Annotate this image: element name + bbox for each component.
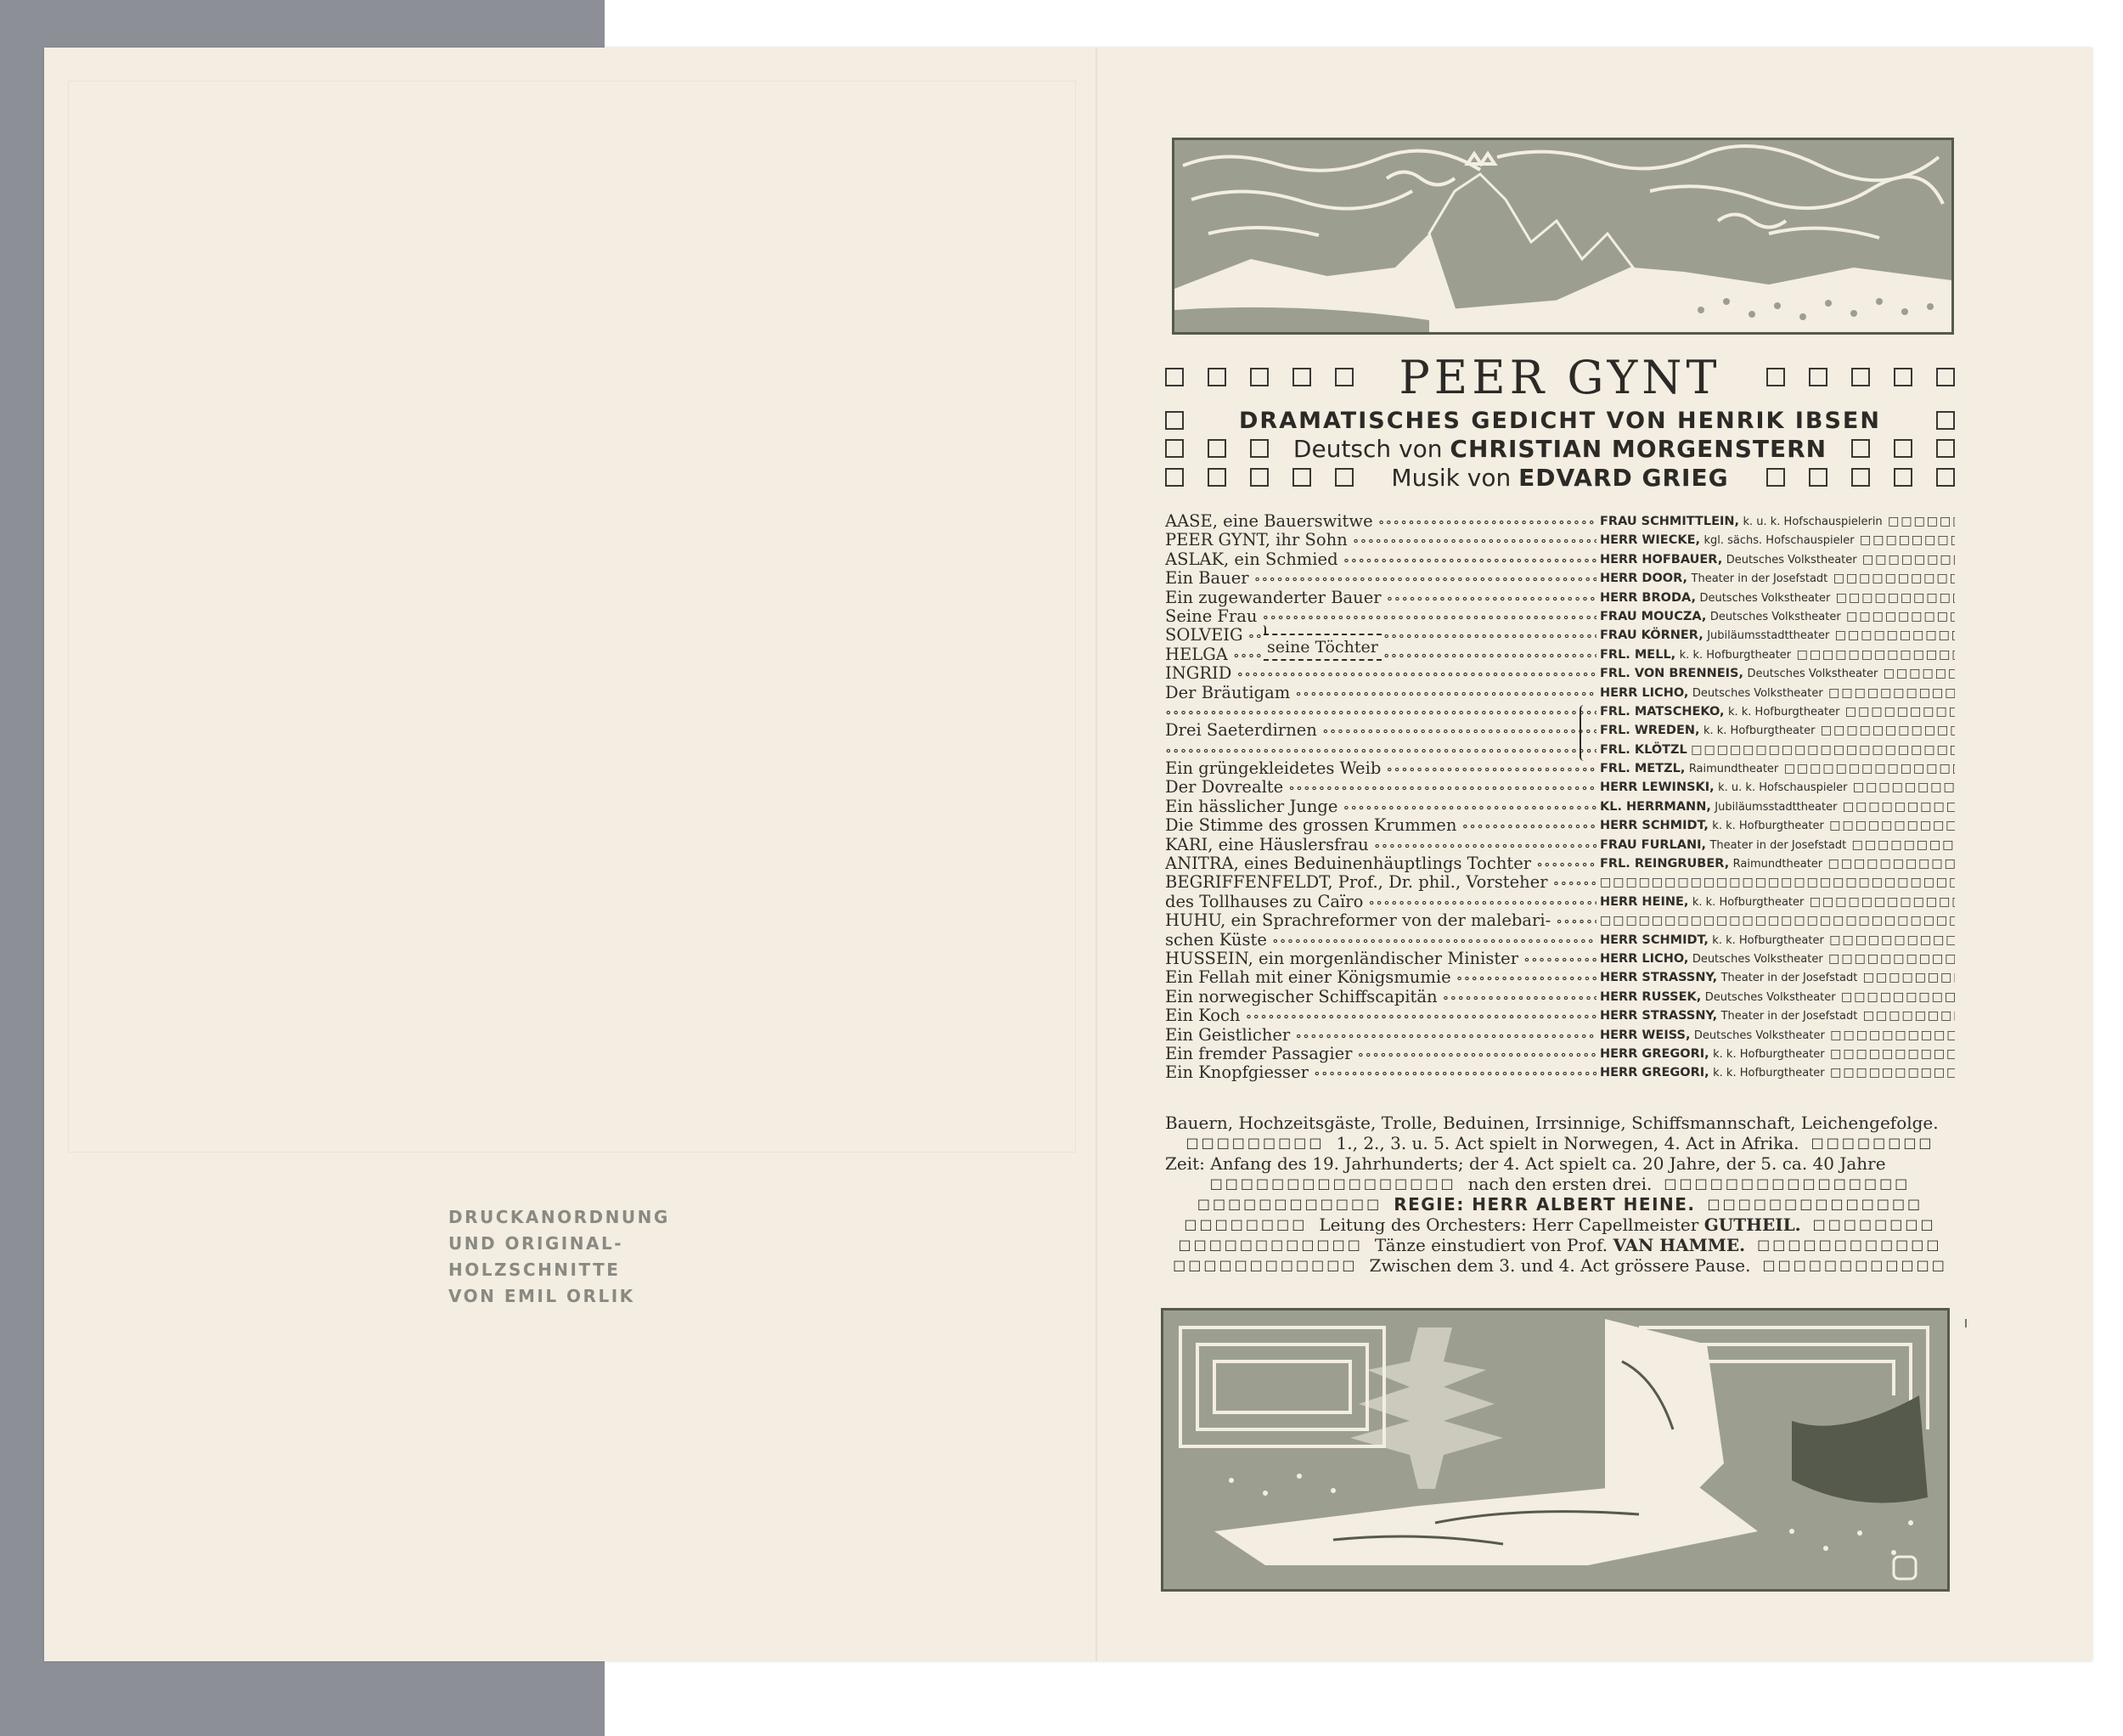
actor-name: FRAU FURLANI,	[1600, 837, 1707, 852]
cast-row	[1165, 550, 1955, 569]
actor-theatre: k. k. Hofburgtheater	[1679, 648, 1792, 662]
translator-name: CHRISTIAN MORGENSTERN	[1450, 434, 1827, 463]
actor-credit	[1600, 931, 1955, 950]
role-name: BEGRIFFENFELDT, Prof., Dr. phil., Vorsteher ∘∘∘∘∘∘∘∘∘∘∘∘∘∘∘∘∘∘∘∘∘∘∘∘∘∘∘∘∘∘∘∘∘∘∘∘∘∘∘∘∘∘∘∘∘∘∘∘∘∘∘∘∘∘∘∘∘∘∘∘	[1165, 873, 1596, 892]
actor-credit	[1600, 873, 1955, 892]
actor-name: HERR LICHO,	[1600, 951, 1689, 966]
role-name: Der Dovrealte ∘∘∘∘∘∘∘∘∘∘∘∘∘∘∘∘∘∘∘∘∘∘∘∘∘∘∘∘∘∘∘∘∘∘∘∘∘∘∘∘∘∘∘∘∘∘∘∘∘∘∘∘∘∘∘∘∘∘∘∘	[1165, 778, 1596, 797]
actor-credit	[1600, 1006, 1955, 1025]
note-ensemble: Bauern, Hochzeitsgäste, Trolle, Beduinen, Irrsinnige, Schiffsmannschaft, Leichengefolge.	[1165, 1113, 1939, 1133]
role-name	[1165, 702, 1596, 721]
cast-row	[1165, 950, 1955, 968]
role-name: Ein Geistlicher ∘∘∘∘∘∘∘∘∘∘∘∘∘∘∘∘∘∘∘∘∘∘∘∘∘∘∘∘∘∘∘∘∘∘∘∘∘∘∘∘∘∘∘∘∘∘∘∘∘∘∘∘∘∘∘∘∘∘∘∘	[1165, 1026, 1596, 1045]
actor-theatre: k. u. k. Hofschauspielerin	[1743, 516, 1883, 528]
actor-credit	[1600, 589, 1955, 607]
note-time-cont: nach den ersten drei.	[1467, 1174, 1653, 1194]
actor-theatre: Deutsches Volkstheater	[1747, 668, 1878, 681]
title-line	[1165, 350, 1955, 404]
actor-name: HERR WEISS,	[1600, 1028, 1691, 1042]
role-name: schen Küste ∘∘∘∘∘∘∘∘∘∘∘∘∘∘∘∘∘∘∘∘∘∘∘∘∘∘∘∘∘∘∘∘∘∘∘∘∘∘∘∘∘∘∘∘∘∘∘∘∘∘∘∘∘∘∘∘∘∘∘∘	[1165, 931, 1596, 950]
note-dances: Tänze einstudiert von Prof.	[1374, 1235, 1608, 1255]
role-name: Ein Knopfgiesser ∘∘∘∘∘∘∘∘∘∘∘∘∘∘∘∘∘∘∘∘∘∘∘∘∘∘∘∘∘∘∘∘∘∘∘∘∘∘∘∘∘∘∘∘∘∘∘∘∘∘∘∘∘∘∘∘∘∘∘∘	[1165, 1063, 1596, 1082]
cast-row	[1165, 968, 1955, 987]
cast-row	[1165, 1026, 1955, 1045]
actor-credit	[1600, 950, 1955, 968]
actor-theatre: k. k. Hofburgtheater	[1713, 1067, 1825, 1080]
cast-row	[1165, 911, 1955, 930]
actor-credit	[1600, 798, 1955, 816]
actor-theatre: k. k. Hofburgtheater	[1727, 705, 1840, 719]
cast-row	[1165, 569, 1955, 588]
role-name: Ein Fellah mit einer Königsmumie ∘∘∘∘∘∘∘∘∘∘∘∘∘∘∘∘∘∘∘∘∘∘∘∘∘∘∘∘∘∘∘∘∘∘∘∘∘∘∘∘∘∘∘∘∘∘∘∘∘∘∘∘∘∘∘∘∘∘∘∘	[1165, 968, 1596, 987]
actor-name: HERR BRODA,	[1600, 590, 1696, 605]
brace	[1580, 705, 1588, 761]
role-name: Ein hässlicher Junge ∘∘∘∘∘∘∘∘∘∘∘∘∘∘∘∘∘∘∘∘∘∘∘∘∘∘∘∘∘∘∘∘∘∘∘∘∘∘∘∘∘∘∘∘∘∘∘∘∘∘∘∘∘∘∘∘∘∘∘∘	[1165, 798, 1596, 816]
imprint-line: DRUCKANORDNUNG	[448, 1207, 670, 1227]
actor-theatre: kgl. sächs. Hofschauspieler	[1703, 534, 1855, 548]
cast-row	[1165, 1045, 1955, 1063]
actor-credit	[1600, 759, 1955, 778]
role-name: ASLAK, ein Schmied ∘∘∘∘∘∘∘∘∘∘∘∘∘∘∘∘∘∘∘∘∘∘∘∘∘∘∘∘∘∘∘∘∘∘∘∘∘∘∘∘∘∘∘∘∘∘∘∘∘∘∘∘∘∘∘∘∘∘∘∘	[1165, 550, 1596, 569]
actor-credit	[1600, 893, 1955, 911]
note-orchestra: Leitung des Orchesters: Herr Capellmeister	[1319, 1215, 1699, 1235]
actor-theatre: k. k. Hofburgtheater	[1692, 895, 1805, 909]
role-name: AASE, eine Bauerswitwe ∘∘∘∘∘∘∘∘∘∘∘∘∘∘∘∘∘∘∘∘∘∘∘∘∘∘∘∘∘∘∘∘∘∘∘∘∘∘∘∘∘∘∘∘∘∘∘∘∘∘∘∘∘∘∘∘∘∘∘∘	[1165, 512, 1596, 531]
role-name: HUSSEIN, ein morgenländischer Minister ∘∘∘∘∘∘∘∘∘∘∘∘∘∘∘∘∘∘∘∘∘∘∘∘∘∘∘∘∘∘∘∘∘∘∘∘∘∘∘∘∘∘∘∘∘∘∘∘∘∘∘∘∘∘∘∘∘∘∘∘	[1165, 950, 1596, 968]
role-name: KARI, eine Häuslersfrau ∘∘∘∘∘∘∘∘∘∘∘∘∘∘∘∘∘∘∘∘∘∘∘∘∘∘∘∘∘∘∘∘∘∘∘∘∘∘∘∘∘∘∘∘∘∘∘∘∘∘∘∘∘∘∘∘∘∘∘∘	[1165, 836, 1596, 854]
actor-name: FRL. MELL,	[1600, 647, 1676, 662]
role-name: ANITRA, eines Beduinenhäuptlings Tochter ∘∘∘∘∘∘∘∘∘∘∘∘∘∘∘∘∘∘∘∘∘∘∘∘∘∘∘∘∘∘∘∘∘∘∘∘∘∘∘∘∘∘∘∘∘∘∘∘∘∘∘∘∘∘∘∘∘∘∘∘	[1165, 854, 1596, 873]
actor-credit	[1600, 531, 1955, 550]
actor-name: FRL. REINGRUBER,	[1600, 857, 1730, 871]
imprint-line: VON EMIL ORLIK	[448, 1286, 635, 1306]
role-name: Seine Frau ∘∘∘∘∘∘∘∘∘∘∘∘∘∘∘∘∘∘∘∘∘∘∘∘∘∘∘∘∘∘∘∘∘∘∘∘∘∘∘∘∘∘∘∘∘∘∘∘∘∘∘∘∘∘∘∘∘∘∘∘	[1165, 607, 1596, 626]
actor-credit	[1600, 816, 1955, 835]
actor-credit	[1600, 741, 1955, 759]
actor-credit	[1600, 1026, 1955, 1045]
cast-row	[1165, 607, 1955, 626]
cast-list	[1165, 512, 1955, 1083]
actor-name: HERR WIECKE,	[1600, 533, 1701, 548]
actor-theatre: Theater in der Josefstadt	[1691, 572, 1828, 586]
cast-row	[1165, 721, 1955, 740]
actor-name: HERR GREGORI,	[1600, 1046, 1709, 1061]
actor-credit	[1600, 854, 1955, 873]
plate-impression	[68, 81, 1076, 1153]
imprint-credit	[448, 1204, 678, 1310]
role-name: Der Bräutigam ∘∘∘∘∘∘∘∘∘∘∘∘∘∘∘∘∘∘∘∘∘∘∘∘∘∘∘∘∘∘∘∘∘∘∘∘∘∘∘∘∘∘∘∘∘∘∘∘∘∘∘∘∘∘∘∘∘∘∘∘	[1165, 684, 1596, 702]
actor-credit	[1600, 836, 1955, 854]
actor-credit	[1600, 626, 1955, 645]
actor-name: FRL. MATSCHEKO,	[1600, 704, 1725, 719]
woodcut-figure	[1161, 1308, 1950, 1592]
actor-credit	[1600, 702, 1955, 721]
cast-row	[1165, 1063, 1955, 1082]
note-time: Zeit: Anfang des 19. Jahrhunderts; der 4. Act spielt ca. 20 Jahre, der 5. ca. 40 Jahre	[1165, 1153, 1886, 1174]
actor-credit	[1600, 721, 1955, 740]
note-regie: REGIE: HERR ALBERT HEINE.	[1394, 1194, 1696, 1215]
actor-theatre: Deutsches Volkstheater	[1692, 686, 1823, 700]
role-name: Ein norwegischer Schiffscapitän ∘∘∘∘∘∘∘∘∘∘∘∘∘∘∘∘∘∘∘∘∘∘∘∘∘∘∘∘∘∘∘∘∘∘∘∘∘∘∘∘∘∘∘∘∘∘∘∘∘∘∘∘∘∘∘∘∘∘∘∘	[1165, 988, 1596, 1006]
cast-row	[1165, 873, 1955, 892]
actor-theatre: Deutsches Volkstheater	[1693, 1029, 1825, 1042]
note-pause: Zwischen dem 3. und 4. Act grössere Pause.	[1369, 1255, 1751, 1276]
actor-name: HERR RUSSEK,	[1600, 989, 1702, 1004]
actor-theatre: k. k. Hofburgtheater	[1703, 724, 1816, 738]
actor-name: FRL. VON BRENNEIS,	[1600, 667, 1743, 681]
actor-credit	[1600, 550, 1955, 569]
role-name: HUHU, ein Sprachreformer von der malebari- ∘∘∘∘∘∘∘∘∘∘∘∘∘∘∘∘∘∘∘∘∘∘∘∘∘∘∘∘∘∘∘∘∘∘∘∘∘∘∘∘∘∘∘∘∘∘∘∘∘∘∘∘∘∘∘∘∘∘∘∘	[1165, 911, 1596, 930]
choreographer-name: VAN HAMME.	[1613, 1235, 1746, 1255]
actor-theatre: Jubiläumsstadttheater	[1715, 800, 1838, 814]
role-name: HELGA ∘∘∘∘∘∘∘∘∘∘∘∘∘∘∘∘∘∘∘∘∘∘∘∘∘∘∘∘∘∘∘∘∘∘∘∘∘∘∘∘∘∘∘∘∘∘∘∘∘∘∘∘∘∘∘∘∘∘∘∘	[1165, 645, 1596, 664]
actor-theatre: Theater in der Josefstadt	[1709, 838, 1847, 852]
actor-credit	[1600, 911, 1955, 930]
actor-name: HERR DOOR,	[1600, 572, 1688, 586]
subtitle: DRAMATISCHES GEDICHT VON HENRIK IBSEN	[1239, 407, 1881, 434]
actor-credit	[1600, 778, 1955, 797]
actor-theatre: Deutsches Volkstheater	[1726, 553, 1857, 566]
actor-theatre: Jubiläumsstadttheater	[1707, 629, 1830, 643]
daughters-label: seine Töchter	[1264, 634, 1382, 661]
cast-row	[1165, 798, 1955, 816]
page-title: PEER GYNT	[1399, 350, 1721, 404]
actor-theatre: Theater in der Josefstadt	[1720, 1010, 1858, 1023]
actor-credit	[1600, 1063, 1955, 1082]
cast-row	[1165, 816, 1955, 835]
conductor-name: GUTHEIL.	[1703, 1215, 1801, 1235]
actor-theatre: Deutsches Volkstheater	[1699, 591, 1831, 605]
actor-name: FRL. KLÖTZL	[1600, 742, 1687, 757]
cast-row	[1165, 1006, 1955, 1025]
role-name: Ein grüngekleidetes Weib ∘∘∘∘∘∘∘∘∘∘∘∘∘∘∘∘∘∘∘∘∘∘∘∘∘∘∘∘∘∘∘∘∘∘∘∘∘∘∘∘∘∘∘∘∘∘∘∘∘∘∘∘∘∘∘∘∘∘∘∘	[1165, 759, 1596, 778]
actor-name: KL. HERRMANN,	[1600, 799, 1711, 814]
woodcut-mountains	[1172, 138, 1954, 335]
actor-name: FRAU MOUCZA,	[1600, 609, 1707, 623]
cast-row	[1165, 988, 1955, 1006]
translator-prefix: Deutsch von	[1292, 434, 1443, 463]
cast-row	[1165, 854, 1955, 873]
composer-prefix: Musik von	[1391, 463, 1512, 492]
cast-row	[1165, 531, 1955, 550]
actor-theatre: Raimundtheater	[1732, 858, 1823, 871]
actor-credit	[1600, 607, 1955, 626]
actor-credit	[1600, 684, 1955, 702]
role-name: Ein fremder Passagier ∘∘∘∘∘∘∘∘∘∘∘∘∘∘∘∘∘∘∘∘∘∘∘∘∘∘∘∘∘∘∘∘∘∘∘∘∘∘∘∘∘∘∘∘∘∘∘∘∘∘∘∘∘∘∘∘∘∘∘∘	[1165, 1045, 1596, 1063]
actor-theatre: k. u. k. Hofschauspieler	[1718, 781, 1848, 795]
role-name: des Tollhauses zu Caïro ∘∘∘∘∘∘∘∘∘∘∘∘∘∘∘∘∘∘∘∘∘∘∘∘∘∘∘∘∘∘∘∘∘∘∘∘∘∘∘∘∘∘∘∘∘∘∘∘∘∘∘∘∘∘∘∘∘∘∘∘	[1165, 893, 1596, 911]
imprint-line: UND ORIGINAL-	[448, 1233, 624, 1254]
actor-theatre: Deutsches Volkstheater	[1709, 610, 1841, 623]
actor-name: FRAU SCHMITTLEIN,	[1600, 515, 1740, 528]
actor-name: HERR HEINE,	[1600, 894, 1689, 909]
actor-theatre: Deutsches Volkstheater	[1704, 990, 1836, 1004]
role-name: Drei Saeterdirnen ∘∘∘∘∘∘∘∘∘∘∘∘∘∘∘∘∘∘∘∘∘∘∘∘∘∘∘∘∘∘∘∘∘∘∘∘∘∘∘∘∘∘∘∘∘∘∘∘∘∘∘∘∘∘∘∘∘∘∘∘	[1165, 721, 1596, 740]
cast-row	[1165, 589, 1955, 607]
actor-theatre: k. k. Hofburgtheater	[1712, 933, 1824, 947]
role-name: Ein Koch ∘∘∘∘∘∘∘∘∘∘∘∘∘∘∘∘∘∘∘∘∘∘∘∘∘∘∘∘∘∘∘∘∘∘∘∘∘∘∘∘∘∘∘∘∘∘∘∘∘∘∘∘∘∘∘∘∘∘∘∘	[1165, 1006, 1596, 1025]
actor-credit	[1600, 645, 1955, 664]
actor-credit	[1600, 569, 1955, 588]
actor-credit	[1600, 1045, 1955, 1063]
actor-theatre: Raimundtheater	[1688, 763, 1779, 776]
mountain-woodcut-icon	[1174, 140, 1951, 332]
actor-name: HERR HOFBAUER,	[1600, 552, 1723, 566]
cast-row	[1165, 702, 1955, 721]
actor-theatre: Theater in der Josefstadt	[1720, 972, 1858, 985]
actor-credit	[1600, 988, 1955, 1006]
composer-line	[1165, 459, 1955, 496]
role-name: PEER GYNT, ihr Sohn ∘∘∘∘∘∘∘∘∘∘∘∘∘∘∘∘∘∘∘∘∘∘∘∘∘∘∘∘∘∘∘∘∘∘∘∘∘∘∘∘∘∘∘∘∘∘∘∘∘∘∘∘∘∘∘∘∘∘∘∘	[1165, 531, 1596, 550]
note-setting: 1., 2., 3. u. 5. Act spielt in Norwegen, 4. Act in Afrika.	[1336, 1133, 1799, 1153]
actor-name: HERR LICHO,	[1600, 685, 1689, 700]
actor-name: HERR STRASSNY,	[1600, 971, 1718, 985]
actor-name: FRL. WREDEN,	[1600, 724, 1700, 738]
role-name	[1165, 741, 1596, 759]
actor-name: HERR SCHMIDT,	[1600, 933, 1709, 947]
figure-woodcut-icon	[1163, 1310, 1947, 1589]
cast-row	[1165, 893, 1955, 911]
cast-row	[1165, 759, 1955, 778]
actor-theatre: k. k. Hofburgtheater	[1712, 820, 1824, 833]
actor-credit	[1600, 664, 1955, 683]
actor-name: FRAU KÖRNER,	[1600, 628, 1703, 643]
cast-row	[1165, 684, 1955, 702]
actor-name: HERR GREGORI,	[1600, 1066, 1709, 1080]
composer-name: EDVARD GRIEG	[1518, 463, 1729, 492]
role-name: INGRID ∘∘∘∘∘∘∘∘∘∘∘∘∘∘∘∘∘∘∘∘∘∘∘∘∘∘∘∘∘∘∘∘∘∘∘∘∘∘∘∘∘∘∘∘∘∘∘∘∘∘∘∘∘∘∘∘∘∘∘∘	[1165, 664, 1596, 683]
page-fold	[1095, 48, 1097, 1661]
imprint-line: HOLZSCHNITTE	[448, 1260, 621, 1280]
role-name: Ein zugewanderter Bauer ∘∘∘∘∘∘∘∘∘∘∘∘∘∘∘∘∘∘∘∘∘∘∘∘∘∘∘∘∘∘∘∘∘∘∘∘∘∘∘∘∘∘∘∘∘∘∘∘∘∘∘∘∘∘∘∘∘∘∘∘	[1165, 589, 1596, 607]
actor-name: HERR SCHMIDT,	[1600, 819, 1709, 833]
actor-theatre: Deutsches Volkstheater	[1692, 952, 1823, 966]
cast-row	[1165, 836, 1955, 854]
role-name: Die Stimme des grossen Krummen ∘∘∘∘∘∘∘∘∘∘∘∘∘∘∘∘∘∘∘∘∘∘∘∘∘∘∘∘∘∘∘∘∘∘∘∘∘∘∘∘∘∘∘∘∘∘∘∘∘∘∘∘∘∘∘∘∘∘∘∘	[1165, 816, 1596, 835]
cast-row	[1165, 664, 1955, 683]
actor-name: HERR STRASSNY,	[1600, 1009, 1718, 1023]
actor-credit	[1600, 512, 1955, 531]
cast-row	[1165, 931, 1955, 950]
role-name: Ein Bauer ∘∘∘∘∘∘∘∘∘∘∘∘∘∘∘∘∘∘∘∘∘∘∘∘∘∘∘∘∘∘∘∘∘∘∘∘∘∘∘∘∘∘∘∘∘∘∘∘∘∘∘∘∘∘∘∘∘∘∘∘	[1165, 569, 1596, 588]
margin-mark	[1965, 1319, 1967, 1327]
cast-row	[1165, 778, 1955, 797]
actor-name: FRL. METZL,	[1600, 762, 1686, 776]
role-name: SOLVEIG ∘∘∘∘∘∘∘∘∘∘∘∘∘∘∘∘∘∘∘∘∘∘∘∘∘∘∘∘∘∘∘∘∘∘∘∘∘∘∘∘∘∘∘∘∘∘∘∘∘∘∘∘∘∘∘∘∘∘∘∘	[1165, 626, 1596, 645]
actor-theatre: k. k. Hofburgtheater	[1713, 1047, 1825, 1061]
actor-credit	[1600, 968, 1955, 987]
production-notes: Bauern, Hochzeitsgäste, Trolle, Beduinen, Irrsinnige, Schiffsmannschaft, Leichengefolge. □□□□□□□□□ 1., 2., 3. u. 5. Act spielt in Norwegen, 4. Act in Afrika. □□□□□□□□ Zeit: Anfang des 19. Jahrhunderts; der 4. Act spielt ca. 20 Jahre, der 5. ca. 40 Jahre □□□□□□□□□□□□□□□□ nach den ersten drei. □□□□□□□□□□□□□□□□ □□□□□□□□□□□□ REGIE: HERR ALBERT HEINE. □□□□□□□□□□□□□□ □□□□□□□□ Leitung des Orchesters: Herr Capellmeister GUTHEIL. □□□□□□□□ □□□□□□□□□□□□ Tänze einstudiert von Prof. VAN HAMME. □□□□□□□□□□□□ □□□□□□□□□□□□ Zwischen dem 3. und 4. Act grössere Pause. □□□□□□□□□□□□	[1165, 1113, 1955, 1276]
cast-row	[1165, 512, 1955, 531]
cast-row	[1165, 741, 1955, 759]
actor-name: HERR LEWINSKI,	[1600, 781, 1715, 795]
